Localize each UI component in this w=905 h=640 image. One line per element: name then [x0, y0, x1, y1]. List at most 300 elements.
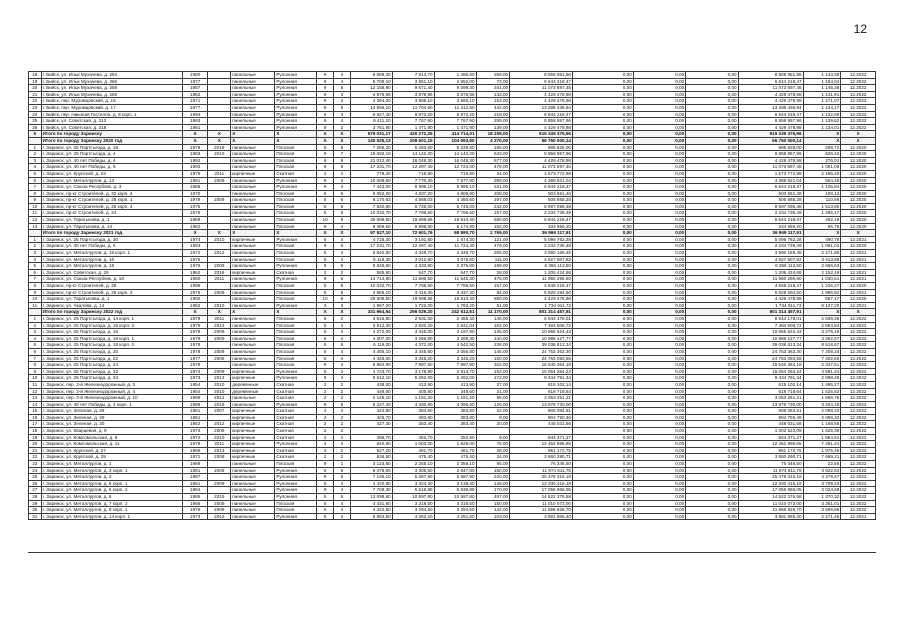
- table-row: [29, 223, 876, 230]
- cell-cost-per-sqm: 2 653,84: [803, 322, 841, 329]
- cell-row-number: 6: [29, 177, 42, 184]
- cell-row-number: 1: [29, 315, 42, 322]
- cell-floors: 5: [317, 368, 334, 375]
- cell-owner-cost: 13 876 730,00: [738, 401, 803, 408]
- cell-local-cost: 0,00: [686, 85, 738, 92]
- cell-deadline: 12.2022: [841, 507, 876, 514]
- cell-total-area: 4 431,60: [350, 500, 392, 507]
- table-row: [29, 98, 876, 105]
- cell-residential-area: 2 913,70: [434, 368, 476, 375]
- table-row: [29, 395, 876, 402]
- cell-local-cost: 0,00: [686, 177, 738, 184]
- cell-residents: 142,00: [476, 507, 510, 514]
- cell-address: г. Заринск, ул. Зеленая, д. 30: [41, 421, 183, 428]
- cell-regional-cost: 0,00: [633, 395, 685, 402]
- cell-owner-cost: 2 234 739,49: [738, 210, 803, 217]
- cell-local-cost: 0,00: [686, 513, 738, 520]
- cell-address: г. Бийск, пер. Муромцевский, д. 15: [41, 98, 183, 105]
- cell-total-area: 6 227,40: [350, 401, 392, 408]
- cell-owner-cost: 56 750 000,14: [738, 137, 803, 144]
- cell-local-cost: 0,00: [686, 454, 738, 461]
- cell-floors: 5: [317, 467, 334, 474]
- table-row: [29, 85, 876, 92]
- cell-row-number: 2: [29, 151, 42, 158]
- cell-living-area: 719,80: [392, 170, 434, 177]
- cell-residents: 157,00: [476, 283, 510, 290]
- cell-year-renovated: [208, 190, 231, 197]
- cell-cost-per-sqm: 1 525,82: [803, 388, 841, 395]
- cell-fund-cost: 0,00: [572, 263, 633, 270]
- cell-living-area: 5 745,00: [392, 203, 434, 210]
- cell-year-built: 1982: [183, 223, 208, 230]
- cell-residents: 289,00: [476, 177, 510, 184]
- cell-regional-cost: 0,00: [633, 137, 685, 144]
- cell-entrances: 2: [334, 454, 351, 461]
- cell-regional-cost: 0,00: [633, 461, 685, 468]
- cell-total-cost: 4 827 507,82: [510, 256, 573, 263]
- cell-total-cost: 8 858 957,96: [510, 151, 573, 158]
- cell-year-built: 1975: [183, 170, 208, 177]
- cell-row-number: 20: [29, 85, 42, 92]
- cell-total-area: 4 420,80: [350, 480, 392, 487]
- cell-local-cost: 0,00: [686, 507, 738, 514]
- table-row: [29, 177, 876, 184]
- cell-residents: 150,00: [476, 467, 510, 474]
- cell-deadline: 12.2020: [841, 197, 876, 204]
- cell-floors: 9: [317, 243, 334, 250]
- cell-residential-area: 5 228,80: [434, 144, 476, 151]
- cell-deadline: 12.2022: [841, 421, 876, 428]
- cell-cost-per-sqm: 3 362,57: [803, 335, 841, 342]
- cell-owner-cost: 4 827 507,82: [738, 256, 803, 263]
- cell-total-area: 10 069,60: [350, 177, 392, 184]
- cell-deadline: 12.2020: [841, 177, 876, 184]
- cell-residential-area: 7 897,80: [434, 362, 476, 369]
- cell-wall-material: панельные: [231, 223, 275, 230]
- cell-entrances: 2: [334, 98, 351, 105]
- cell-living-area: 3 416,30: [392, 289, 434, 296]
- cell-wall-material: панельные: [231, 480, 275, 487]
- cell-year-built: 1975: [183, 322, 208, 329]
- cell-total-cost: 503 551,46: [510, 190, 573, 197]
- cell-entrances: 3: [334, 111, 351, 118]
- cell-cost-per-sqm: 276,01: [803, 157, 841, 164]
- cell-total-area: 5 118,30: [350, 256, 392, 263]
- cell-living-area: 3 012,80: [392, 256, 434, 263]
- cell-total-area: 21 012,40: [350, 157, 392, 164]
- cell-owner-cost: 76 346,50: [738, 461, 803, 468]
- cell-row-number: 11: [29, 210, 42, 217]
- cell-living-area: 5 687,90: [392, 474, 434, 481]
- cell-living-area: 14 142,20: [392, 151, 434, 158]
- cell-total-cost: 11 010 073,00: [510, 500, 573, 507]
- table-row: [29, 421, 876, 428]
- cell-roof-type: X: [275, 137, 317, 144]
- cell-roof-type: Скатная: [275, 454, 317, 461]
- cell-wall-material: панельные: [231, 362, 275, 369]
- cell-cost-per-sqm: 7 402,60: [803, 355, 841, 362]
- cell-owner-cost: 505 665,28: [738, 197, 803, 204]
- cell-living-area: 4 348,70: [392, 250, 434, 257]
- cell-roof-type: Рулонная: [275, 441, 317, 448]
- cell-floors: 5: [317, 480, 334, 487]
- cell-entrances: 4: [334, 223, 351, 230]
- cell-address: г. Заринск, ул. 25 Партсъезда, д. 34: [41, 375, 183, 382]
- table-row: [29, 494, 876, 501]
- cell-wall-material: панельные: [231, 78, 275, 85]
- cell-entrances: 6: [334, 494, 351, 501]
- cell-cost-per-sqm: 1 975,45: [803, 447, 841, 454]
- cell-total-cost: 844 371,27: [510, 434, 573, 441]
- cell-cost-per-sqm: 1 164,04: [803, 78, 841, 85]
- cell-total-cost: 3 881 965,40: [510, 513, 573, 520]
- cell-floors: 10: [317, 217, 334, 224]
- cell-local-cost: 0,00: [686, 137, 738, 144]
- cell-residents: 172,00: [476, 375, 510, 382]
- cell-wall-material: панельные: [231, 467, 275, 474]
- cell-cost-per-sqm: 1 132,69: [803, 111, 841, 118]
- cell-address: г. Бийск, ул. Советская, д. 213: [41, 118, 183, 125]
- cell-year-built: 1974: [183, 368, 208, 375]
- cell-year-built: 1989: [183, 217, 208, 224]
- cell-living-area: 3 878,96: [392, 91, 434, 98]
- cell-entrances: 4: [334, 480, 351, 487]
- table-row: [29, 362, 876, 369]
- cell-floors: 5: [317, 375, 334, 382]
- cell-floors: 5: [317, 494, 334, 501]
- cell-regional-cost: 0,00: [633, 513, 685, 520]
- cell-residential-area: 3 437,30: [434, 289, 476, 296]
- cell-year-built: 1978: [183, 348, 208, 355]
- cell-regional-cost: 0,00: [633, 302, 685, 309]
- cell-floors: X: [317, 230, 334, 237]
- cell-roof-type: Скатная: [275, 414, 317, 421]
- cell-cost-per-sqm: 3 413,88: [803, 256, 841, 263]
- cell-local-cost: 0,00: [686, 91, 738, 98]
- table-row: [29, 296, 876, 303]
- cell-regional-cost: 0,00: [633, 362, 685, 369]
- cell-wall-material: кирпичные: [231, 269, 275, 276]
- cell-local-cost: 0,00: [686, 111, 738, 118]
- cell-owner-cost: 17 056 966,05: [738, 487, 803, 494]
- cell-owner-cost: 11 010 073,00: [738, 500, 803, 507]
- cell-address: г. Бийск, ул. Ильи Мухачева, д. 256: [41, 78, 183, 85]
- cell-cost-per-sqm: X: [803, 137, 841, 144]
- cell-local-cost: 0,00: [686, 355, 738, 362]
- cell-row-number: 22: [29, 454, 42, 461]
- cell-total-area: 4 394,20: [350, 98, 392, 105]
- cell-fund-cost: 0,00: [572, 157, 633, 164]
- cell-address: г. Заринск, ул. 40 лет Победы, д. 6: [41, 164, 183, 171]
- cell-entrances: 4: [334, 513, 351, 520]
- cell-year-renovated: 2009: [208, 428, 231, 435]
- cell-living-area: 3 191,60: [392, 236, 434, 243]
- cell-residents: 476,00: [476, 276, 510, 283]
- cell-cost-per-sqm: 1 171,07: [803, 98, 841, 105]
- cell-entrances: 1: [334, 461, 351, 468]
- cell-total-cost: 7 484 508,72: [510, 322, 573, 329]
- cell-wall-material: панельные: [231, 395, 275, 402]
- cell-total-cost: 39 038 813,34: [510, 342, 573, 349]
- cell-deadline: 12.2021: [841, 263, 876, 270]
- cell-year-built: 1993: [183, 243, 208, 250]
- cell-residential-area: 475,40: [434, 454, 476, 461]
- cell-local-cost: 0,00: [686, 474, 738, 481]
- cell-address: г. Заринск, пр-кт Строителей, д. 25 корп. 4: [41, 203, 183, 210]
- cell-fund-cost: 0,00: [572, 276, 633, 283]
- cell-wall-material: панельные: [231, 513, 275, 520]
- cell-year-built: 1962: [183, 421, 208, 428]
- cell-owner-cost: 4 389 621,04: [738, 177, 803, 184]
- cell-local-cost: 0,00: [686, 428, 738, 435]
- cell-total-cost: 8 697 096,48: [510, 203, 573, 210]
- cell-roof-type: Скатная: [275, 408, 317, 415]
- cell-owner-cost: 11 974 611,75: [738, 467, 803, 474]
- cell-row-number: 27: [29, 487, 42, 494]
- cell-regional-cost: 0,00: [633, 230, 685, 237]
- cell-residential-area: 547,70: [434, 269, 476, 276]
- cell-floors: 9: [317, 111, 334, 118]
- cell-year-built: 1979: [183, 315, 208, 322]
- cell-cost-per-sqm: 2 639,36: [803, 315, 841, 322]
- cell-residential-area: 5 262,00: [434, 375, 476, 382]
- cell-address: г. Заринск, ул. 25 Партсъезда, д. 30: [41, 236, 183, 243]
- cell-deadline: 12.2022: [841, 461, 876, 468]
- cell-year-built: 1982: [183, 91, 208, 98]
- cell-year-renovated: 2011: [208, 315, 231, 322]
- cell-roof-type: Рулонная: [275, 487, 317, 494]
- cell-floors: 10: [317, 296, 334, 303]
- cell-cost-per-sqm: 626,42: [803, 151, 841, 158]
- cell-deadline: X: [841, 131, 876, 138]
- cell-deadline: 12.2020: [841, 164, 876, 171]
- cell-total-area: 7 708,30: [350, 487, 392, 494]
- cell-year-built: 1977: [183, 78, 208, 85]
- cell-residential-area: 5 872,20: [434, 111, 476, 118]
- cell-owner-cost: 4 429 478,98: [738, 296, 803, 303]
- cell-row-number: 2: [29, 243, 42, 250]
- cell-living-area: 383,40: [392, 421, 434, 428]
- cell-living-area: 452,70: [392, 434, 434, 441]
- cell-row-number: 4: [29, 335, 42, 342]
- cell-entrances: 2: [334, 434, 351, 441]
- cell-total-cost: 1 573 772,98: [510, 170, 573, 177]
- cell-entrances: 2: [334, 269, 351, 276]
- cell-entrances: X: [334, 230, 351, 237]
- cell-total-cost: 13 876 730,00: [510, 401, 573, 408]
- cell-residential-area: 68 890,70: [434, 230, 476, 237]
- table-row: [29, 342, 876, 349]
- cell-year-built: X: [183, 131, 208, 138]
- cell-residents: 28,00: [476, 269, 510, 276]
- cell-row-number: 14: [29, 401, 42, 408]
- cell-fund-cost: 0,00: [572, 309, 633, 316]
- cell-local-cost: 0,00: [686, 210, 738, 217]
- cell-entrances: 4: [334, 500, 351, 507]
- cell-local-cost: 0,00: [686, 309, 738, 316]
- cell-regional-cost: 0,00: [633, 85, 685, 92]
- cell-address: г. Заринск, ул. Зеленая, д. 28: [41, 408, 183, 415]
- cell-fund-cost: 0,00: [572, 250, 633, 257]
- cell-living-area: 72 601,76: [392, 230, 434, 237]
- cell-fund-cost: 0,00: [572, 269, 633, 276]
- cell-roof-type: Рулонная: [275, 467, 317, 474]
- cell-deadline: 12.2022: [841, 480, 876, 487]
- cell-entrances: 6: [334, 243, 351, 250]
- cell-local-cost: 0,00: [686, 441, 738, 448]
- cell-owner-cost: 2 234 739,49: [738, 243, 803, 250]
- cell-address: г. Заринск, ул. Комсомольская, д. 11: [41, 441, 183, 448]
- cell-living-area: 430 272,26: [392, 131, 434, 138]
- cell-total-area: 10 022,70: [350, 283, 392, 290]
- cell-residential-area: 14 142,20: [434, 151, 476, 158]
- cell-floors: 2: [317, 170, 334, 177]
- cell-regional-cost: 0,00: [633, 296, 685, 303]
- cell-local-cost: 0,00: [686, 500, 738, 507]
- cell-floors: 5: [317, 335, 334, 342]
- cell-residents: 34,00: [476, 170, 510, 177]
- cell-residents: 197,00: [476, 197, 510, 204]
- cell-deadline: 12.2022: [841, 388, 876, 395]
- cell-residential-area: 11 724,40: [434, 243, 476, 250]
- table-row: [29, 388, 876, 395]
- cell-floors: 9: [317, 85, 334, 92]
- cell-total-cost: 4 389 621,04: [510, 177, 573, 184]
- cell-total-area: 4 723,70: [350, 368, 392, 375]
- cell-row-number: 3: [29, 157, 42, 164]
- cell-residential-area: 2 847,80: [434, 467, 476, 474]
- cell-address: г. Заринск, ул. 25 Партсъезда, д. 18 корп. 2: [41, 342, 183, 349]
- cell-address: г. Заринск, пр-кт Строителей, д. 24: [41, 210, 183, 217]
- cell-owner-cost: 10 955 524,43: [738, 329, 803, 336]
- cell-wall-material: панельные: [231, 355, 275, 362]
- cell-residents: 577,00: [476, 157, 510, 164]
- cell-owner-cost: 951 172,75: [738, 447, 803, 454]
- cell-wall-material: панельные: [231, 487, 275, 494]
- cell-address: г. Заринск, ул. 25 Партсъезда, д. 16 корп. 2: [41, 322, 183, 329]
- table-row: [29, 111, 876, 118]
- cell-row-number: 18: [29, 72, 42, 79]
- cell-residents: 643,00: [476, 151, 510, 158]
- cell-roof-type: Плоская: [275, 250, 317, 257]
- cell-living-area: 4 333,90: [392, 263, 434, 270]
- cell-fund-cost: 0,00: [572, 184, 633, 191]
- cell-wall-material: панельные: [231, 210, 275, 217]
- cell-total-cost: 10 986 127,77: [510, 335, 573, 342]
- cell-residents: 150,00: [476, 500, 510, 507]
- cell-wall-material: панельные: [231, 177, 275, 184]
- cell-wall-material: кирпичные: [231, 434, 275, 441]
- cell-roof-type: Рулонная: [275, 302, 317, 309]
- cell-address: г. Заринск, ул. Крупской, д. 23: [41, 170, 183, 177]
- cell-fund-cost: 0,00: [572, 164, 633, 171]
- cell-address: г. Заринск, ул. Союза Республик, д. 18: [41, 276, 183, 283]
- cell-year-renovated: X: [208, 131, 231, 138]
- cell-total-cost: 24 763 093,55: [510, 355, 573, 362]
- cell-residents: 73,00: [476, 78, 510, 85]
- cell-owner-cost: 8 858 957,96: [738, 151, 803, 158]
- cell-address: г. Бийск, ул. Ильи Мухачева, д. 266: [41, 91, 183, 98]
- cell-total-area: 7 136,10: [350, 474, 392, 481]
- cell-entrances: 6: [334, 276, 351, 283]
- cell-fund-cost: 0,00: [572, 230, 633, 237]
- cell-wall-material: панельные: [231, 164, 275, 171]
- cell-fund-cost: 0,00: [572, 375, 633, 382]
- cell-roof-type: Плоская: [275, 315, 317, 322]
- cell-fund-cost: 0,00: [572, 500, 633, 507]
- cell-total-cost: 915 339 375,96: [510, 131, 573, 138]
- cell-year-built: 1981: [183, 480, 208, 487]
- cell-regional-cost: 0,00: [633, 401, 685, 408]
- cell-owner-cost: 1 205 424,68: [738, 269, 803, 276]
- cell-cost-per-sqm: 1 864,91: [803, 434, 841, 441]
- cell-roof-type: Плоская: [275, 197, 317, 204]
- cell-fund-cost: 0,00: [572, 151, 633, 158]
- cell-floors: 5: [317, 144, 334, 151]
- cell-local-cost: 0,00: [686, 263, 738, 270]
- cell-residents: 76,00: [476, 441, 510, 448]
- table-row: [29, 315, 876, 322]
- cell-floors: 9: [317, 223, 334, 230]
- cell-row-number: 25: [29, 474, 42, 481]
- cell-residents: 208,00: [476, 190, 510, 197]
- cell-local-cost: 0,00: [686, 362, 738, 369]
- cell-entrances: X: [334, 309, 351, 316]
- cell-total-area: 4 965,10: [350, 289, 392, 296]
- cell-owner-cost: 4 648 218,47: [738, 283, 803, 290]
- cell-year-renovated: 2018: [208, 401, 231, 408]
- cell-year-built: 1961: [183, 408, 208, 415]
- cell-entrances: 4: [334, 236, 351, 243]
- cell-local-cost: 0,00: [686, 480, 738, 487]
- cell-year-renovated: X: [208, 230, 231, 237]
- cell-fund-cost: 0,00: [572, 368, 633, 375]
- cell-local-cost: 0,00: [686, 322, 738, 329]
- cell-owner-cost: 4 429 478,98: [738, 98, 803, 105]
- table-row: [29, 461, 876, 468]
- cell-year-built: 1992: [183, 296, 208, 303]
- cell-total-cost: 8 858 951,96: [510, 72, 573, 79]
- cell-cost-per-sqm: 1 141,91: [803, 91, 841, 98]
- cell-total-cost: 6 644 218,47: [510, 184, 573, 191]
- cell-fund-cost: 0,00: [572, 441, 633, 448]
- cell-deadline: 12.2021: [841, 256, 876, 263]
- table-row: [29, 217, 876, 224]
- cell-roof-type: Скатная: [275, 381, 317, 388]
- cell-row-number: 25: [29, 118, 42, 125]
- cell-regional-cost: 0,00: [633, 210, 685, 217]
- cell-total-area: 3 615,80: [350, 315, 392, 322]
- cell-address: г. Заринск, ул. Крупской, д. 29: [41, 454, 183, 461]
- cell-fund-cost: 0,00: [572, 467, 633, 474]
- cell-year-built: 1981: [183, 124, 208, 131]
- cell-year-built: 1975: [183, 203, 208, 210]
- cell-wall-material: панельные: [231, 256, 275, 263]
- cell-year-renovated: 2010: [208, 151, 231, 158]
- cell-owner-cost: 686 828,00: [738, 144, 803, 151]
- cell-living-area: 4 637,20: [392, 190, 434, 197]
- cell-total-cost: 8 858 957,96: [510, 118, 573, 125]
- cell-total-area: 5 842,90: [350, 250, 392, 257]
- cell-row-number: [29, 309, 42, 316]
- cell-regional-cost: 0,00: [633, 329, 685, 336]
- table-row: [29, 289, 876, 296]
- cell-fund-cost: 0,00: [572, 289, 633, 296]
- cell-year-built: 1976: [183, 210, 208, 217]
- cell-roof-type: Рулонная: [275, 474, 317, 481]
- cell-entrances: 4: [334, 184, 351, 191]
- cell-residents: 11 170,00: [476, 309, 510, 316]
